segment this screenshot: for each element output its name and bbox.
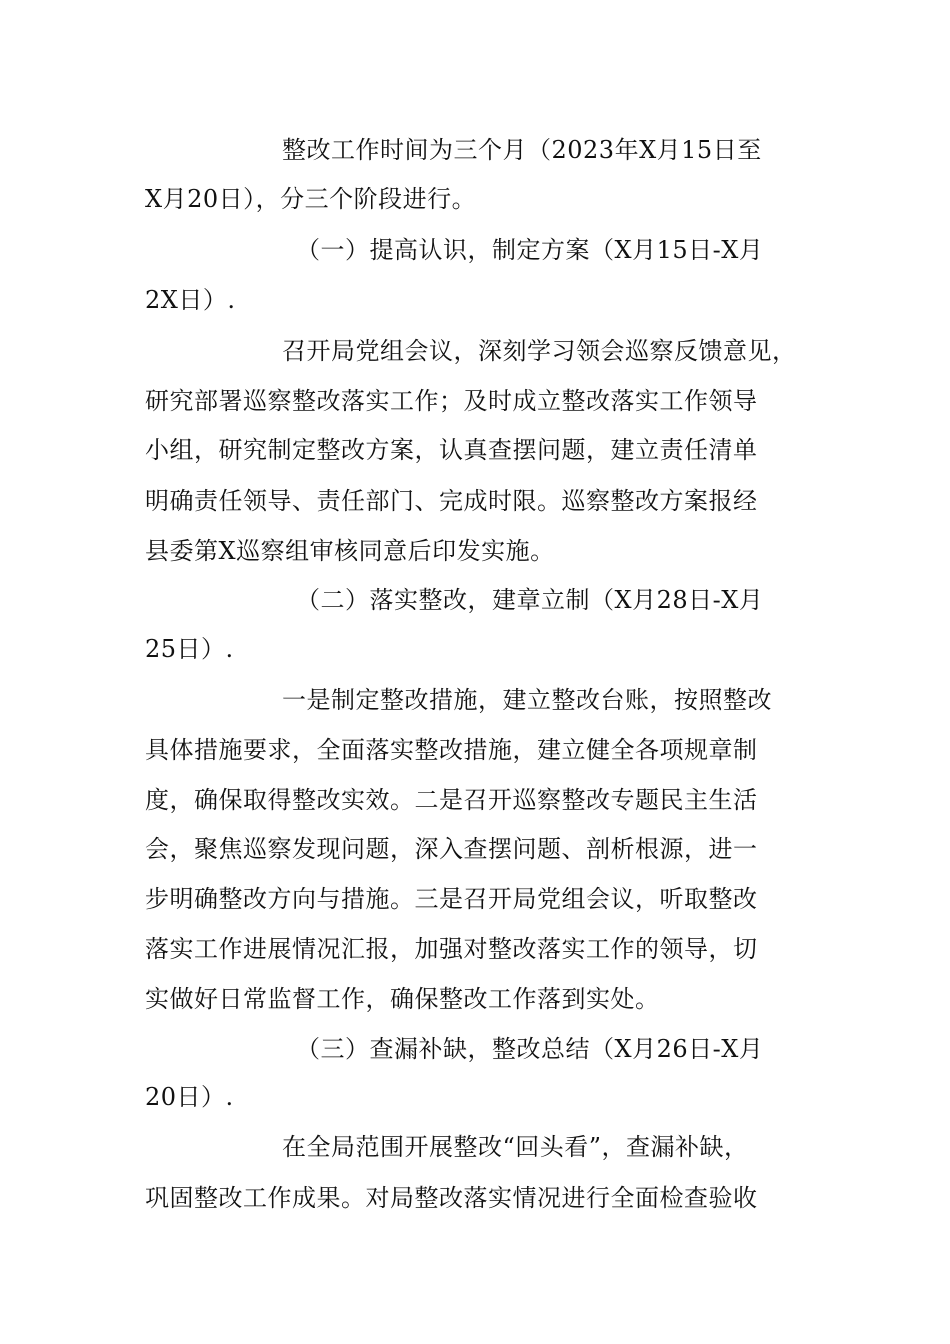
section-heading-line: （一）提高认识，制定方案（X月15日-X月 xyxy=(296,236,764,264)
paragraph-line: 在全局范围开展整改“回头看”，查漏补缺， xyxy=(282,1133,749,1161)
paragraph-line: 落实工作进展情况汇报，加强对整改落实工作的领导，切 xyxy=(145,935,758,963)
paragraph-line: 巩固整改工作成果。对局整改落实情况进行全面检查验收 xyxy=(145,1184,758,1212)
paragraph-line: 度，确保取得整改实效。二是召开巡察整改专题民主生活 xyxy=(145,786,758,814)
paragraph-line: 明确责任领导、责任部门、完成时限。巡察整改方案报经 xyxy=(145,487,758,515)
paragraph-line: 整改工作时间为三个月（2023年X月15日至 xyxy=(282,136,762,164)
paragraph-line: 县委第X巡察组审核同意后印发实施。 xyxy=(145,537,555,565)
paragraph-line: 步明确整改方向与措施。三是召开局党组会议，听取整改 xyxy=(145,885,758,913)
paragraph-line: X月20日），分三个阶段进行。 xyxy=(145,185,477,213)
section-heading-line: 20日）. xyxy=(145,1083,234,1111)
section-heading-line: 2X日）. xyxy=(145,286,236,314)
section-heading-line: 25日）. xyxy=(145,635,234,663)
paragraph-line: 召开局党组会议，深刻学习领会巡察反馈意见， xyxy=(282,337,797,365)
section-heading-line: （三）查漏补缺，整改总结（X月26日-X月 xyxy=(296,1035,764,1063)
paragraph-line: 研究部署巡察整改落实工作；及时成立整改落实工作领导 xyxy=(145,387,758,415)
section-heading-line: （二）落实整改，建章立制（X月28日-X月 xyxy=(296,586,764,614)
paragraph-line: 会，聚焦巡察发现问题，深入查摆问题、剖析根源，进一 xyxy=(145,835,758,863)
paragraph-line: 具体措施要求，全面落实整改措施，建立健全各项规章制 xyxy=(145,736,758,764)
paragraph-line: 实做好日常监督工作，确保整改工作落到实处。 xyxy=(145,985,660,1013)
paragraph-line: 小组，研究制定整改方案，认真查摆问题，建立责任清单 xyxy=(145,436,758,464)
paragraph-line: 一是制定整改措施，建立整改台账，按照整改 xyxy=(282,686,772,714)
